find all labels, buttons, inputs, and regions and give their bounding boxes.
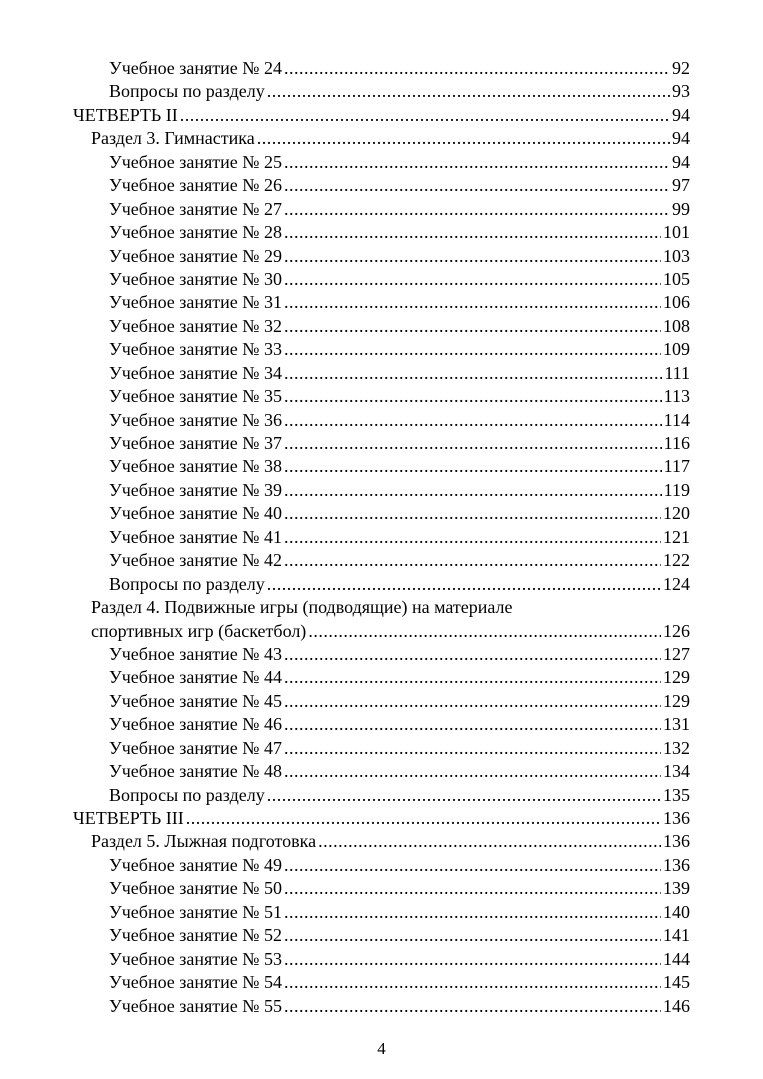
toc-dot-leader bbox=[267, 573, 661, 596]
toc-dot-leader bbox=[284, 151, 670, 174]
toc-lesson-entry[interactable] bbox=[0, 877, 690, 900]
toc-lesson-entry[interactable] bbox=[0, 526, 690, 549]
toc-lesson-entry[interactable] bbox=[0, 948, 690, 971]
toc-lesson-entry[interactable] bbox=[0, 760, 690, 783]
toc-entry-page: 116 bbox=[663, 433, 690, 453]
toc-lesson-entry[interactable] bbox=[0, 409, 690, 432]
toc-entry-page: 106 bbox=[663, 292, 690, 313]
toc-lesson-entry[interactable] bbox=[0, 643, 690, 666]
toc-dot-leader bbox=[284, 760, 661, 783]
toc-entry-page: 146 bbox=[663, 995, 690, 1016]
toc-entry-title: Учебное занятие № 54 bbox=[109, 972, 282, 993]
toc-lesson-entry[interactable] bbox=[0, 573, 690, 596]
toc-lesson-entry[interactable] bbox=[0, 666, 690, 689]
toc-entry-title: Раздел 5. Лыжная подготовка bbox=[91, 831, 317, 852]
toc-dot-leader bbox=[180, 104, 670, 127]
toc-dot-leader bbox=[284, 971, 661, 994]
page-number: 4 bbox=[377, 1039, 386, 1058]
toc-entry-page: 145 bbox=[663, 972, 690, 993]
toc-entry-title: Учебное занятие № 41 bbox=[109, 526, 282, 547]
toc-entry-page: 136 bbox=[663, 831, 690, 852]
toc-entry-page: 132 bbox=[663, 737, 690, 758]
toc-entry-title: Учебное занятие № 43 bbox=[109, 643, 282, 664]
toc-lesson-entry[interactable] bbox=[0, 549, 690, 572]
toc-lesson-entry[interactable] bbox=[0, 713, 690, 736]
toc-dot-leader bbox=[284, 643, 661, 666]
toc-lesson-entry[interactable] bbox=[0, 971, 690, 994]
toc-entry-title: Вопросы по разделу bbox=[109, 784, 265, 805]
toc-entry-title: Учебное занятие № 38 bbox=[109, 456, 282, 477]
toc-lesson-entry[interactable] bbox=[0, 502, 690, 525]
toc-lesson-entry[interactable] bbox=[0, 245, 690, 268]
toc-lesson-entry[interactable] bbox=[0, 479, 690, 502]
toc-part-entry[interactable] bbox=[0, 104, 690, 127]
toc-entry-page: 113 bbox=[663, 386, 690, 407]
toc-lesson-entry[interactable] bbox=[0, 268, 690, 291]
toc-entry-title: Учебное занятие № 52 bbox=[109, 925, 282, 946]
toc-lesson-entry[interactable] bbox=[0, 315, 690, 338]
toc-entry-title: Учебное занятие № 45 bbox=[109, 690, 282, 711]
toc-dot-leader bbox=[284, 690, 661, 713]
toc-lesson-entry[interactable] bbox=[0, 385, 690, 408]
toc-entry-title: Раздел 3. Гимнастика bbox=[91, 128, 255, 149]
toc-dot-leader bbox=[284, 549, 661, 572]
toc-entry-page: 119 bbox=[663, 479, 690, 500]
toc-entry-page: 131 bbox=[663, 714, 690, 735]
toc-lesson-entry[interactable] bbox=[0, 854, 690, 877]
toc-section-entry[interactable] bbox=[0, 830, 690, 853]
toc-entry-title: Учебное занятие № 31 bbox=[109, 292, 282, 313]
toc-entry-title: ЧЕТВЕРТЬ II bbox=[73, 104, 178, 125]
toc-entry-page: 99 bbox=[672, 198, 690, 219]
toc-entry-title: Учебное занятие № 51 bbox=[109, 901, 282, 922]
toc-lesson-entry[interactable] bbox=[0, 455, 690, 478]
toc-dot-leader bbox=[284, 479, 662, 502]
toc-entry-title: Учебное занятие № 53 bbox=[109, 948, 282, 969]
toc-entry-title: Учебное занятие № 47 bbox=[109, 737, 282, 758]
toc-part-entry[interactable] bbox=[0, 807, 690, 830]
toc-entry-title: Учебное занятие № 33 bbox=[109, 339, 282, 360]
toc-dot-leader bbox=[284, 315, 661, 338]
toc-entry-page: 136 bbox=[663, 808, 690, 828]
toc-entry-page: 140 bbox=[663, 901, 690, 922]
toc-dot-leader bbox=[186, 807, 661, 830]
toc-dot-leader bbox=[308, 620, 661, 643]
toc-lesson-entry[interactable] bbox=[0, 690, 690, 713]
toc-dot-leader bbox=[318, 830, 661, 853]
toc-dot-leader bbox=[284, 995, 661, 1018]
toc-entry-page: 120 bbox=[663, 503, 690, 524]
toc-entry-title: Учебное занятие № 50 bbox=[109, 878, 282, 899]
toc-lesson-entry[interactable] bbox=[0, 198, 690, 221]
toc-entry-title: Вопросы по разделу bbox=[109, 573, 265, 594]
toc-entry-page: 105 bbox=[663, 268, 690, 289]
toc-dot-leader bbox=[284, 198, 670, 221]
toc-dot-leader bbox=[284, 526, 661, 549]
toc-entry-title: Учебное занятие № 32 bbox=[109, 315, 282, 336]
toc-entry-title: Учебное занятие № 37 bbox=[109, 433, 282, 453]
toc-lesson-entry[interactable] bbox=[0, 362, 690, 385]
toc-entry-page: 101 bbox=[663, 222, 690, 243]
toc-entry-page: 93 bbox=[672, 81, 690, 102]
toc-entry-page: 126 bbox=[663, 620, 690, 641]
toc-entry-page: 114 bbox=[663, 409, 690, 430]
toc-lesson-entry[interactable] bbox=[0, 784, 690, 807]
toc-entry-title: Учебное занятие № 36 bbox=[109, 409, 282, 430]
toc-entry-title: Учебное занятие № 27 bbox=[109, 198, 282, 219]
toc-entry-title: Вопросы по разделу bbox=[109, 81, 265, 102]
toc-dot-leader bbox=[267, 80, 670, 103]
toc-lesson-entry[interactable] bbox=[0, 221, 690, 244]
toc-entry-title: Учебное занятие № 28 bbox=[109, 222, 282, 243]
toc-entry-page: 111 bbox=[664, 362, 690, 383]
toc-entry-page: 117 bbox=[663, 456, 690, 477]
toc-dot-leader bbox=[284, 385, 662, 408]
toc-entry-page: 94 bbox=[672, 128, 690, 149]
toc-entry-title: Учебное занятие № 39 bbox=[109, 479, 282, 500]
toc-entry-page: 127 bbox=[663, 643, 690, 664]
toc-entry-title: Учебное занятие № 25 bbox=[109, 151, 282, 172]
toc-dot-leader bbox=[257, 127, 670, 150]
toc-entry-page: 94 bbox=[672, 104, 690, 125]
toc-dot-leader bbox=[284, 502, 661, 525]
toc-entry-page: 121 bbox=[663, 526, 690, 547]
toc-lesson-entry[interactable] bbox=[0, 924, 690, 947]
toc-dot-leader bbox=[284, 455, 662, 478]
toc-lesson-entry[interactable] bbox=[0, 174, 690, 197]
toc-dot-leader bbox=[284, 57, 670, 80]
toc-dot-leader bbox=[284, 948, 661, 971]
toc-entry-page: 108 bbox=[663, 315, 690, 336]
toc-dot-leader bbox=[284, 877, 661, 900]
toc-entry-title: Учебное занятие № 35 bbox=[109, 386, 282, 407]
toc-dot-leader bbox=[284, 362, 662, 385]
toc-entry-page: 141 bbox=[663, 925, 690, 946]
toc-entry-title: Учебное занятие № 49 bbox=[109, 854, 282, 875]
toc-lesson-entry[interactable] bbox=[0, 151, 690, 174]
toc-lesson-entry[interactable] bbox=[0, 338, 690, 361]
toc-entry-title: Учебное занятие № 48 bbox=[109, 761, 282, 782]
toc-lesson-entry[interactable] bbox=[0, 995, 690, 1018]
toc-dot-leader bbox=[284, 338, 661, 361]
toc-entry-page: 129 bbox=[663, 667, 690, 688]
toc-entry-title: Учебное занятие № 40 bbox=[109, 503, 282, 524]
toc-dot-leader bbox=[284, 432, 662, 455]
toc-section-entry[interactable] bbox=[0, 620, 690, 643]
toc-entry-page: 144 bbox=[663, 948, 690, 969]
toc-entry-title: Учебное занятие № 46 bbox=[109, 714, 282, 735]
toc-dot-leader bbox=[284, 221, 661, 244]
toc-entry-title: Учебное занятие № 26 bbox=[109, 175, 282, 196]
toc-entry-title: Учебное занятие № 42 bbox=[109, 550, 282, 571]
toc-entry-page: 97 bbox=[672, 175, 690, 196]
toc-entry-title: Учебное занятие № 29 bbox=[109, 245, 282, 266]
toc-lesson-entry[interactable] bbox=[0, 901, 690, 924]
toc-dot-leader bbox=[284, 245, 661, 268]
toc-lesson-entry[interactable] bbox=[0, 80, 690, 103]
toc-entry-page: 135 bbox=[663, 784, 690, 805]
toc-dot-leader bbox=[284, 924, 661, 947]
toc-entry-page: 139 bbox=[663, 878, 690, 899]
toc-dot-leader bbox=[284, 666, 661, 689]
toc-section-entry[interactable] bbox=[0, 596, 690, 619]
table-of-contents bbox=[0, 57, 763, 1018]
toc-entry-title: ЧЕТВЕРТЬ III bbox=[73, 808, 184, 828]
toc-lesson-entry[interactable] bbox=[0, 432, 690, 455]
toc-dot-leader bbox=[284, 854, 661, 877]
toc-lesson-entry[interactable] bbox=[0, 291, 690, 314]
toc-entry-page: 109 bbox=[663, 339, 690, 360]
toc-dot-leader bbox=[284, 268, 661, 291]
toc-dot-leader bbox=[284, 713, 661, 736]
toc-entry-page: 136 bbox=[663, 854, 690, 875]
toc-dot-leader bbox=[284, 174, 670, 197]
toc-entry-title: Учебное занятие № 55 bbox=[109, 995, 282, 1016]
toc-section-entry[interactable] bbox=[0, 127, 690, 150]
toc-lesson-entry[interactable] bbox=[0, 57, 690, 80]
toc-entry-title: Раздел 4. Подвижные игры (подводящие) на материале bbox=[91, 597, 513, 618]
toc-entry-page: 122 bbox=[663, 550, 690, 571]
toc-entry-title: Учебное занятие № 44 bbox=[109, 667, 282, 688]
toc-entry-page: 124 bbox=[663, 573, 690, 594]
toc-dot-leader bbox=[284, 901, 661, 924]
toc-dot-leader bbox=[284, 737, 661, 760]
toc-entry-title: Учебное занятие № 24 bbox=[109, 58, 282, 78]
toc-entry-title: Учебное занятие № 30 bbox=[109, 268, 282, 289]
toc-lesson-entry[interactable] bbox=[0, 737, 690, 760]
toc-entry-page: 94 bbox=[672, 151, 690, 172]
toc-dot-leader bbox=[284, 409, 662, 432]
toc-dot-leader bbox=[284, 291, 661, 314]
toc-entry-page: 129 bbox=[663, 690, 690, 711]
toc-entry-page: 103 bbox=[663, 245, 690, 266]
toc-entry-title: спортивных игр (баскетбол) bbox=[91, 620, 307, 641]
toc-entry-page: 134 bbox=[663, 761, 690, 782]
toc-dot-leader bbox=[267, 784, 661, 807]
toc-entry-page: 92 bbox=[672, 58, 690, 78]
toc-entry-title: Учебное занятие № 34 bbox=[109, 362, 282, 383]
